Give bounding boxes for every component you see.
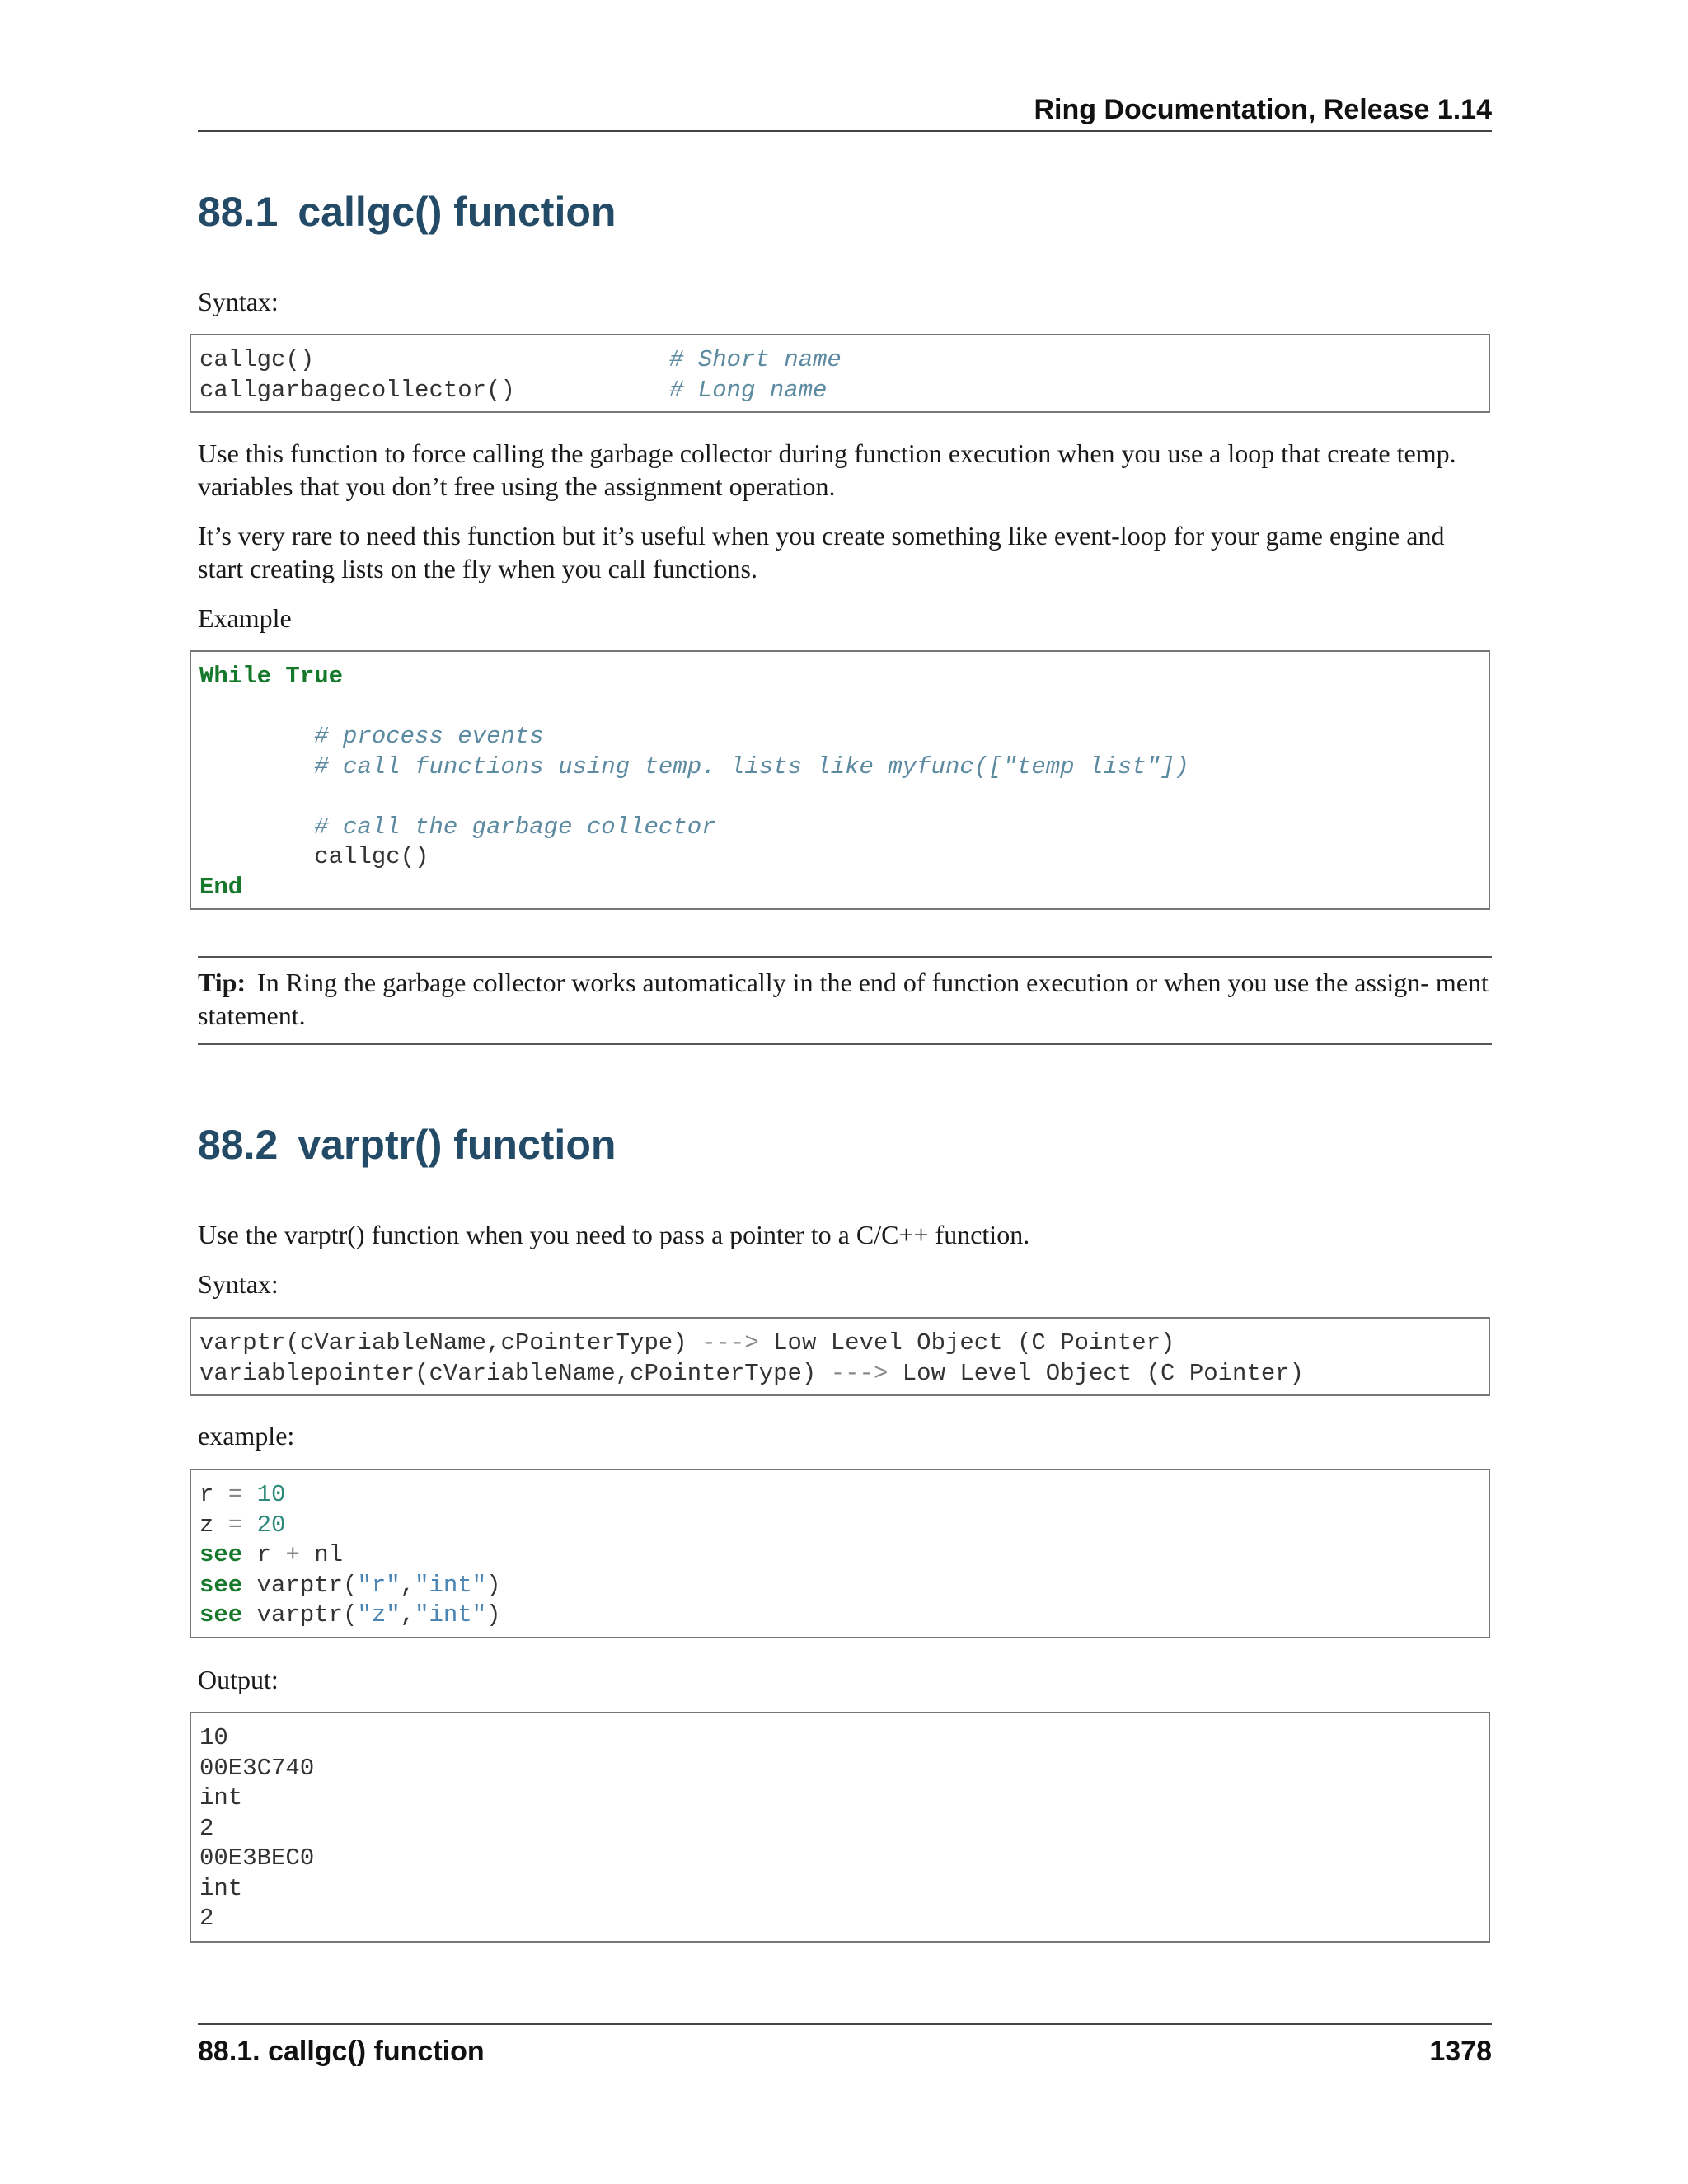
running-footer bbox=[198, 2023, 1492, 2067]
section-number: 88.2 bbox=[198, 1122, 279, 1168]
code-line: see r + nl bbox=[199, 1541, 344, 1568]
code-line: varptr(cVariableName,cPointerType) ---> Low Level Object (C Pointer) bbox=[199, 1329, 1175, 1357]
footer-section-title: 88.1. callgc() function bbox=[198, 2036, 485, 2067]
tip-admonition bbox=[198, 956, 1492, 1045]
output-line: 2 bbox=[199, 1905, 214, 1932]
code-line: # process events bbox=[314, 723, 544, 750]
output-line: 10 bbox=[199, 1724, 228, 1751]
paragraph: Use the varptr() function when you need to pass a pointer to a C/C++ function. bbox=[198, 1220, 1030, 1249]
example-label: Example bbox=[198, 603, 292, 633]
example-code-block bbox=[190, 650, 1490, 910]
document-page bbox=[198, 0, 1492, 2184]
example-label: example: bbox=[198, 1421, 295, 1451]
section-title-text: varptr() function bbox=[298, 1122, 617, 1168]
section-number: 88.1 bbox=[198, 189, 279, 235]
page-number: 1378 bbox=[1429, 2036, 1492, 2067]
output-label: Output: bbox=[198, 1665, 279, 1694]
output-code-block bbox=[190, 1712, 1490, 1943]
section-title-text: callgc() function bbox=[298, 189, 617, 235]
tip-text: In Ring the garbage collector works automatically in the end of function execution or when you use the assign- ment statement. bbox=[198, 968, 1489, 1030]
section-heading-varptr bbox=[198, 1121, 616, 1169]
code-line bbox=[199, 782, 1489, 813]
code-line: While True bbox=[199, 663, 344, 690]
code-line: r = 10 bbox=[199, 1481, 286, 1508]
running-header bbox=[198, 89, 1492, 132]
header-title: Ring Documentation, Release 1.14 bbox=[1034, 94, 1492, 125]
code-line: # call functions using temp. lists like myfunc(["temp list"]) bbox=[314, 752, 1189, 780]
syntax-label: Syntax: bbox=[198, 1269, 279, 1299]
output-line: int bbox=[199, 1784, 243, 1811]
example-code-block bbox=[190, 1469, 1490, 1638]
code-line: see varptr("r","int") bbox=[199, 1571, 501, 1599]
tip-label: Tip: bbox=[198, 968, 246, 997]
code-line: callgc() # Short name bbox=[199, 346, 842, 373]
output-line: 00E3BEC0 bbox=[199, 1844, 315, 1872]
paragraph: It’s very rare to need this function but it’s useful when you create something like event-loop for your game engine and start creating lists on the fly when you call functions. bbox=[198, 521, 1445, 583]
code-line: End bbox=[199, 873, 243, 901]
section-heading-callgc bbox=[198, 188, 616, 236]
code-line: see varptr("z","int") bbox=[199, 1601, 501, 1629]
output-line: 00E3C740 bbox=[199, 1754, 315, 1782]
code-line: # call the garbage collector bbox=[314, 813, 716, 841]
syntax-code-block bbox=[190, 334, 1490, 413]
code-line: variablepointer(cVariableName,cPointerType) ---> Low Level Object (C Pointer) bbox=[199, 1359, 1305, 1387]
output-line: int bbox=[199, 1874, 243, 1902]
code-line: callgarbagecollector() # Long name bbox=[199, 376, 828, 404]
output-line: 2 bbox=[199, 1814, 214, 1842]
syntax-label: Syntax: bbox=[198, 287, 279, 316]
paragraph: Use this function to force calling the garbage collector during function execution when you use a loop that create temp. variables that you don’t free using the assignment operation. bbox=[198, 438, 1456, 501]
code-line: callgc() bbox=[314, 843, 429, 870]
code-line bbox=[199, 692, 1489, 723]
code-line: z = 20 bbox=[199, 1511, 286, 1539]
syntax-code-block bbox=[190, 1317, 1490, 1396]
